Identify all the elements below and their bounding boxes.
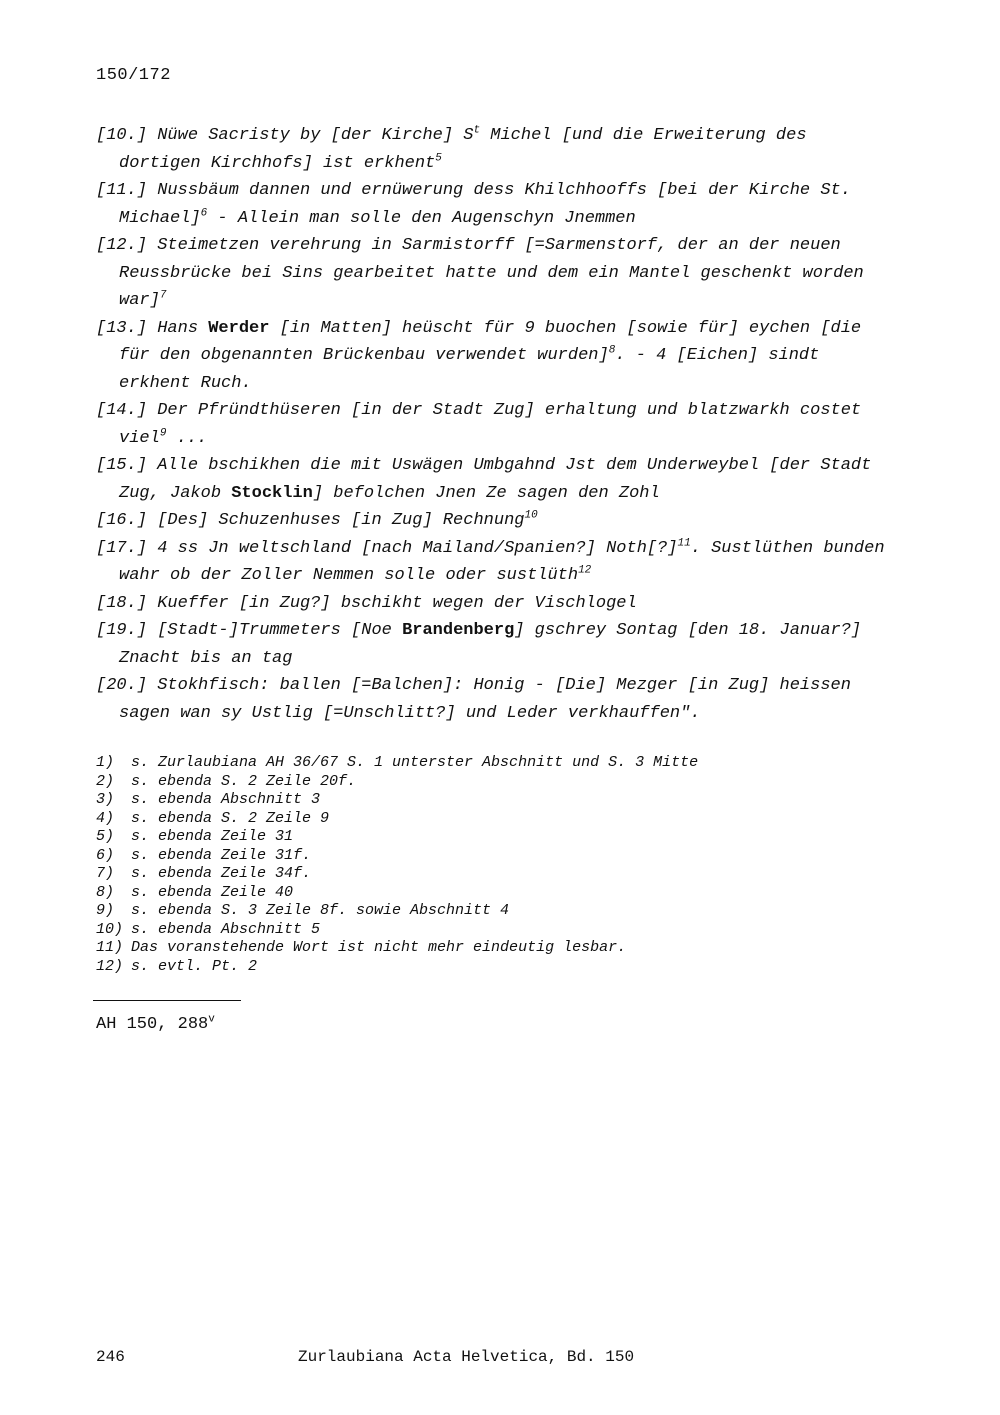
footer-page-number: 246 bbox=[96, 1348, 125, 1366]
entry-13: [13.] Hans Werder [in Matten] heüscht für 9 buochen [sowie für] eychen [die für den obgenannten Brückenbau verwendet wurden]$^8$. - 4 [Eichen] sindt erkhent Ruch. bbox=[96, 318, 862, 393]
person-name-stocklin: Stocklin bbox=[231, 483, 313, 503]
footnote: 3) s. ebenda Abschnitt 3 bbox=[96, 791, 321, 808]
footer-title: Zurlaubiana Acta Helvetica, Bd. 150 bbox=[298, 1348, 635, 1366]
footnote: 10) s. ebenda Abschnitt 5 bbox=[96, 920, 321, 938]
page-number: 150/172 bbox=[96, 66, 171, 85]
entry-19: [19.] [Stadt-]Trummeters [Noe Brandenberg] gschrey Sontag [den 18. Januar?] Znacht bis an tag bbox=[96, 621, 862, 668]
footnote: 5) s. ebenda Zeile 31 bbox=[96, 828, 294, 845]
footnote: 9) s. ebenda S. 3 Zeile 8f. sowie Abschnitt 4 bbox=[96, 902, 510, 919]
person-name-werder: Werder bbox=[208, 318, 270, 338]
footnote: 4) s. ebenda S. 2 Zeile 9 bbox=[96, 809, 330, 827]
footnote: 12) s. evtl. Pt. 2 bbox=[96, 957, 258, 975]
source-reference: AH 150, 288$^v$ bbox=[96, 1013, 215, 1034]
footnote: 8) s. ebenda Zeile 40 bbox=[96, 883, 294, 901]
footnote: 1) s. Zurlaubiana AH 36/67 S. 1 unterster Abschnitt und S. 3 Mitte bbox=[96, 754, 699, 771]
entry-17: [17.] 4 ss Jn weltschland [nach Mailand/Spanien?] Noth[?]$^{11}$. Sustlüthen bunden wahr ob der Zoller Nemmen solle oder sustlüth$^{12}$ bbox=[96, 536, 885, 585]
entry-11: [11.] Nussbäum dannen und ernüwerung dess Khilchhooffs [bei der Kirche St. Michael]$^6$ - Allein man solle den Augenschyn Jnemmen bbox=[96, 181, 851, 228]
entry-10: [10.] Nüwe Sacristy by [der Kirche] $S^t$ Michel [und die Erweiterung des dortigen Kirchhofs] ist erkhent$^5$ bbox=[96, 124, 807, 173]
footnote: 11) Das voranstehende Wort ist nicht mehr eindeutig lesbar. bbox=[96, 939, 627, 956]
person-name-brandenberg: Brandenberg bbox=[402, 621, 515, 640]
entry-20: [20.] Stokhfisch: ballen [=Balchen]: Honig - [Die] Mezger [in Zug] heissen sagen wan sy Ustlig [=Unschlitt?] und Leder verkhauffen". bbox=[96, 676, 851, 723]
entry-15: [15.] Alle bschikhen die mit Uswägen Umbgahnd Jst dem Underweybel [der Stadt Zug, Jakob Stocklin] befolchen Jnen Ze sagen den Zohl bbox=[96, 456, 872, 503]
footnote: 6) s. ebenda Zeile 31f. bbox=[96, 846, 312, 864]
entry-16: [16.] [Des] Schuzenhuses [in Zug] Rechnung$^{10}$ bbox=[96, 509, 538, 530]
footnote: 2) s. ebenda S. 2 Zeile 20f. bbox=[96, 772, 357, 790]
entry-14: [14.] Der Pfründthüseren [in der Stadt Zug] erhaltung und blatzwarkh costet viel$^9$ ... bbox=[96, 401, 862, 448]
entry-list bbox=[96, 122, 896, 727]
footnote: 7) s. ebenda Zeile 34f. bbox=[96, 865, 312, 882]
divider-rule bbox=[93, 1000, 241, 1001]
entry-12: [12.] Steimetzen verehrung in Sarmistorff [=Sarmenstorf, der an der neuen Reussbrücke bei Sins gearbeitet hatte und dem ein Mantel geschenkt worden war]$^7$ bbox=[96, 236, 864, 310]
footnotes bbox=[96, 754, 856, 976]
entry-18: [18.] Kueffer [in Zug?] bschikht wegen der Vischlogel bbox=[96, 593, 637, 613]
